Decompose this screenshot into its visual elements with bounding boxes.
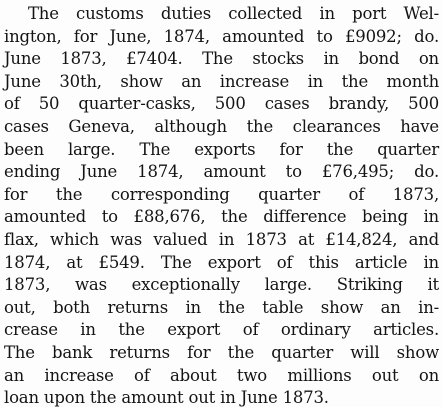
text-line: crease in the export of ordinary articles.	[4, 320, 439, 340]
text-line: ington, for June, 1874, amounted to £9092; do.	[4, 26, 439, 46]
text-line: loan upon the amount out in June 1873.	[4, 388, 329, 408]
text-line: June 1873, £7404. The stocks in bond on	[4, 49, 439, 69]
text-line: been large. The exports for the quarter	[4, 139, 439, 159]
text-line: ending June 1874, amount to £76,495; do.	[4, 162, 439, 182]
text-line: The customs duties collected in port Wel-	[28, 4, 439, 23]
text-line: amounted to £88,676, the difference being in	[4, 207, 439, 227]
text-line: of 50 quarter-casks, 500 cases brandy, 500	[4, 94, 439, 114]
text-line: an increase of about two millions out on	[4, 365, 439, 385]
text-line: 1873, was exceptionally large. Striking it	[4, 275, 439, 295]
article-paragraph	[4, 3, 439, 410]
text-line: out, both returns in the table show an in-	[4, 297, 439, 317]
text-line: June 30th, show an increase in the month	[4, 71, 439, 91]
text-line: The bank returns for the quarter will show	[4, 342, 439, 362]
text-line: cases Geneva, although the clearances have	[4, 116, 439, 136]
text-line: flax, which was valued in 1873 at £14,824, and	[4, 229, 439, 249]
text-line: for the corresponding quarter of 1873,	[4, 184, 439, 204]
text-line: 1874, at £549. The export of this article in	[4, 252, 439, 272]
